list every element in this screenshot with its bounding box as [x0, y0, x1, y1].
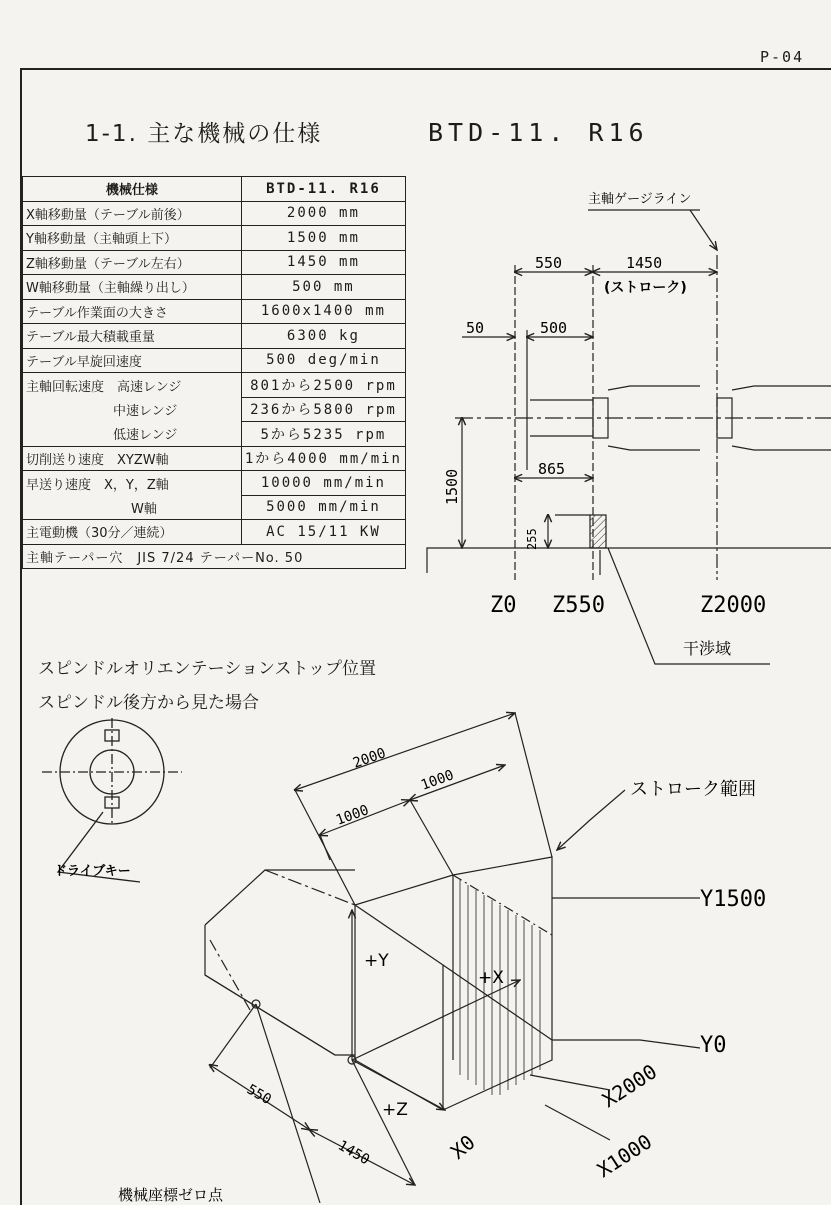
row-value: 1600x1400 mm [241, 299, 405, 324]
stroke-label: (ストローク) [604, 280, 687, 296]
header-label: 機械仕様 [23, 177, 242, 202]
y1500-label: Y1500 [700, 887, 767, 912]
x2000-label: X2000 [597, 1059, 662, 1113]
dim-1000-left: 1000 [333, 802, 372, 829]
dim-255: 255 [525, 528, 539, 550]
model-name: BTD-11. R16 [428, 118, 649, 147]
stroke-range-label: ストローク範囲 [630, 779, 756, 800]
plus-x-axis: +X [478, 968, 504, 988]
taper-spec: 主軸テーパー穴 JIS 7/24 テーパーNo. 50 [23, 544, 406, 569]
dim-1450: 1450 [626, 254, 663, 272]
orientation-subtitle: スピンドル後方から見た場合 [38, 693, 259, 713]
plus-z-axis: +Z [382, 1100, 408, 1120]
row-label: W軸移動量（主軸繰り出し） [23, 275, 242, 300]
row-label: 主軸回転速度 高速レンジ [23, 373, 242, 398]
dim-550: 550 [535, 254, 563, 272]
row-value: 5000 mm/min [241, 495, 405, 520]
row-value: 6300 kg [241, 324, 405, 349]
row-label: X軸移動量（テーブル前後） [23, 201, 242, 226]
row-value: 500 deg/min [241, 348, 405, 373]
row-value: 801から2500 rpm [241, 373, 405, 398]
row-label: 低速レンジ [23, 422, 242, 447]
page-title: 1-1. 主な機械の仕様 [85, 121, 323, 147]
row-label: 早送り速度 X，Y，Z軸 [23, 471, 242, 496]
row-value: 10000 mm/min [241, 471, 405, 496]
orientation-title: スピンドルオリエンテーションストップ位置 [38, 659, 376, 679]
dim-1500: 1500 [443, 468, 461, 505]
row-label: 主電動機（30分／連続） [23, 520, 242, 545]
dim-1000-right: 1000 [418, 767, 457, 794]
row-label: Y軸移動量（主軸頭上下） [23, 226, 242, 251]
z550-label: Z550 [552, 593, 605, 618]
row-label: テーブル早旋回速度 [23, 348, 242, 373]
z0-label: Z0 [490, 593, 517, 618]
row-value: 1450 mm [241, 250, 405, 275]
spindle-orientation-diagram [42, 718, 182, 882]
dim-500: 500 [540, 319, 568, 337]
dim-2000: 2000 [350, 745, 389, 772]
row-value: 5から5235 rpm [241, 422, 405, 447]
dim-550-iso: 550 [244, 1081, 274, 1109]
row-label: Z軸移動量（テーブル左右） [23, 250, 242, 275]
row-label: テーブル最大積載重量 [23, 324, 242, 349]
row-label: W軸 [23, 495, 242, 520]
row-value: AC 15/11 KW [241, 520, 405, 545]
row-value: 1から4000 mm/min [241, 446, 405, 471]
x1000-label: X1000 [592, 1129, 657, 1183]
dim-865: 865 [538, 460, 566, 478]
row-value: 1500 mm [241, 226, 405, 251]
dim-1450-iso: 1450 [335, 1137, 373, 1169]
row-label: 中速レンジ [23, 397, 242, 422]
row-label: テーブル作業面の大きさ [23, 299, 242, 324]
drive-key-label: ドライブキー [54, 864, 131, 879]
stroke-range-diagram [205, 713, 700, 1203]
row-value: 500 mm [241, 275, 405, 300]
page-number: P-04 [760, 48, 805, 66]
row-value: 2000 mm [241, 201, 405, 226]
x0-label: X0 [445, 1129, 480, 1164]
machine-zero-label: 機械座標ゼロ点 [118, 1186, 224, 1203]
header-value: BTD-11. R16 [241, 177, 405, 202]
interference-label: 干渉域 [683, 639, 732, 658]
side-view-diagram [427, 210, 831, 664]
gauge-line-label: 主軸ゲージライン [588, 192, 692, 207]
row-label: 切削送り速度 XYZW軸 [23, 446, 242, 471]
row-value: 236から5800 rpm [241, 397, 405, 422]
dim-50: 50 [466, 319, 485, 337]
z2000-label: Z2000 [700, 593, 767, 618]
plus-y-axis: +Y [364, 951, 389, 971]
y0-label: Y0 [700, 1033, 727, 1058]
